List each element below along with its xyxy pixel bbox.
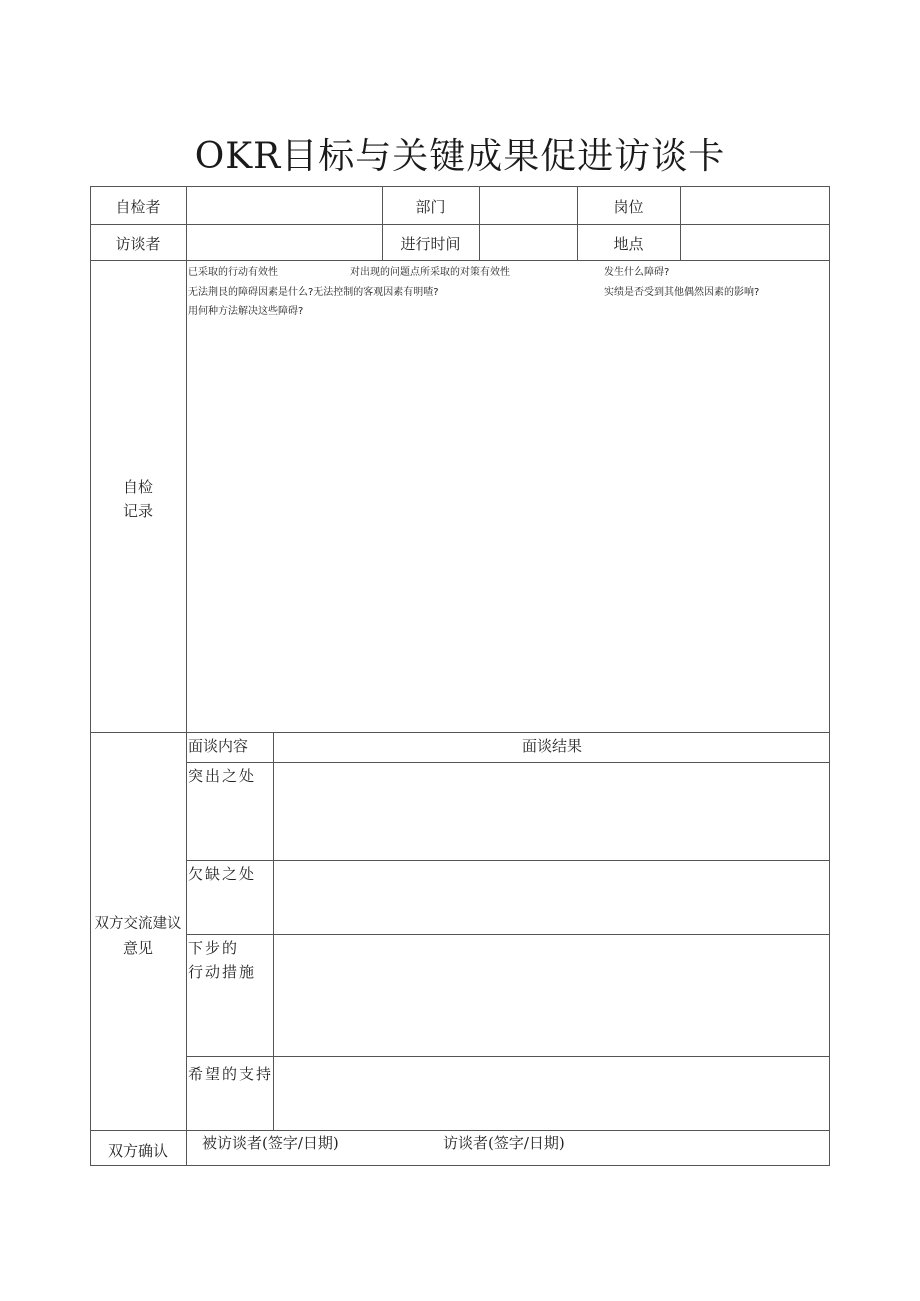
strengths-result-field[interactable] bbox=[274, 763, 829, 860]
prompt-countermeasure-effectiveness: 对出现的问题点所采取的对策有效性 bbox=[350, 267, 510, 278]
header-interview-content: 面谈内容 bbox=[188, 737, 249, 755]
prompt-accidental-factors: 实绩是否受到其他偶然因素的影响? bbox=[604, 287, 760, 298]
row-next-steps-2: 行动措施 bbox=[188, 963, 257, 981]
page-title: OKR目标与关键成果促进访谈卡 bbox=[194, 136, 726, 177]
prompt-action-effectiveness: 已采取的行动有效性 bbox=[188, 267, 278, 278]
row-divider bbox=[90, 1130, 830, 1131]
self-checker-field[interactable] bbox=[187, 187, 382, 224]
row-divider bbox=[90, 260, 830, 261]
row-desired-support: 希望的支持 bbox=[188, 1065, 274, 1083]
label-interviewer: 访谈者 bbox=[115, 235, 161, 253]
row-strengths: 突出之处 bbox=[188, 767, 257, 785]
prompt-obstacles: 发生什么障碍? bbox=[604, 267, 670, 278]
label-department: 部门 bbox=[415, 198, 446, 216]
interviewer-signature[interactable]: 访谈者(签字/日期) bbox=[443, 1134, 565, 1152]
interviewer-field[interactable] bbox=[187, 225, 382, 260]
label-self-checker: 自检者 bbox=[115, 198, 161, 216]
interviewee-signature[interactable]: 被访谈者(签字/日期) bbox=[202, 1134, 339, 1152]
department-field[interactable] bbox=[480, 187, 577, 224]
label-exchange-1: 双方交流建议 bbox=[94, 916, 182, 932]
label-time: 进行时间 bbox=[400, 235, 461, 253]
row-divider bbox=[90, 732, 830, 733]
support-result-field[interactable] bbox=[274, 1057, 829, 1130]
prompt-solution-method: 用何种方法解决这些障碍? bbox=[188, 306, 304, 317]
time-field[interactable] bbox=[480, 225, 577, 260]
header-interview-result: 面谈结果 bbox=[521, 737, 582, 755]
next-steps-result-field[interactable] bbox=[274, 935, 829, 1056]
label-exchange-2: 意见 bbox=[122, 939, 153, 957]
label-self-check-2: 记录 bbox=[122, 502, 153, 520]
label-place: 地点 bbox=[613, 235, 644, 253]
self-check-record-area[interactable] bbox=[187, 318, 829, 731]
label-mutual-confirm: 双方确认 bbox=[107, 1142, 168, 1160]
label-self-check-1: 自检 bbox=[122, 478, 153, 496]
weaknesses-result-field[interactable] bbox=[274, 861, 829, 934]
row-next-steps-1: 下步的 bbox=[188, 939, 240, 957]
position-field[interactable] bbox=[681, 187, 829, 224]
prompt-uncontrollable-factors: 无法荆艮的障碍因素是什么?无法控制的客观因素有明喳? bbox=[188, 287, 439, 298]
row-weaknesses: 欠缺之处 bbox=[188, 865, 257, 883]
place-field[interactable] bbox=[681, 225, 829, 260]
label-position: 岗位 bbox=[613, 198, 644, 216]
